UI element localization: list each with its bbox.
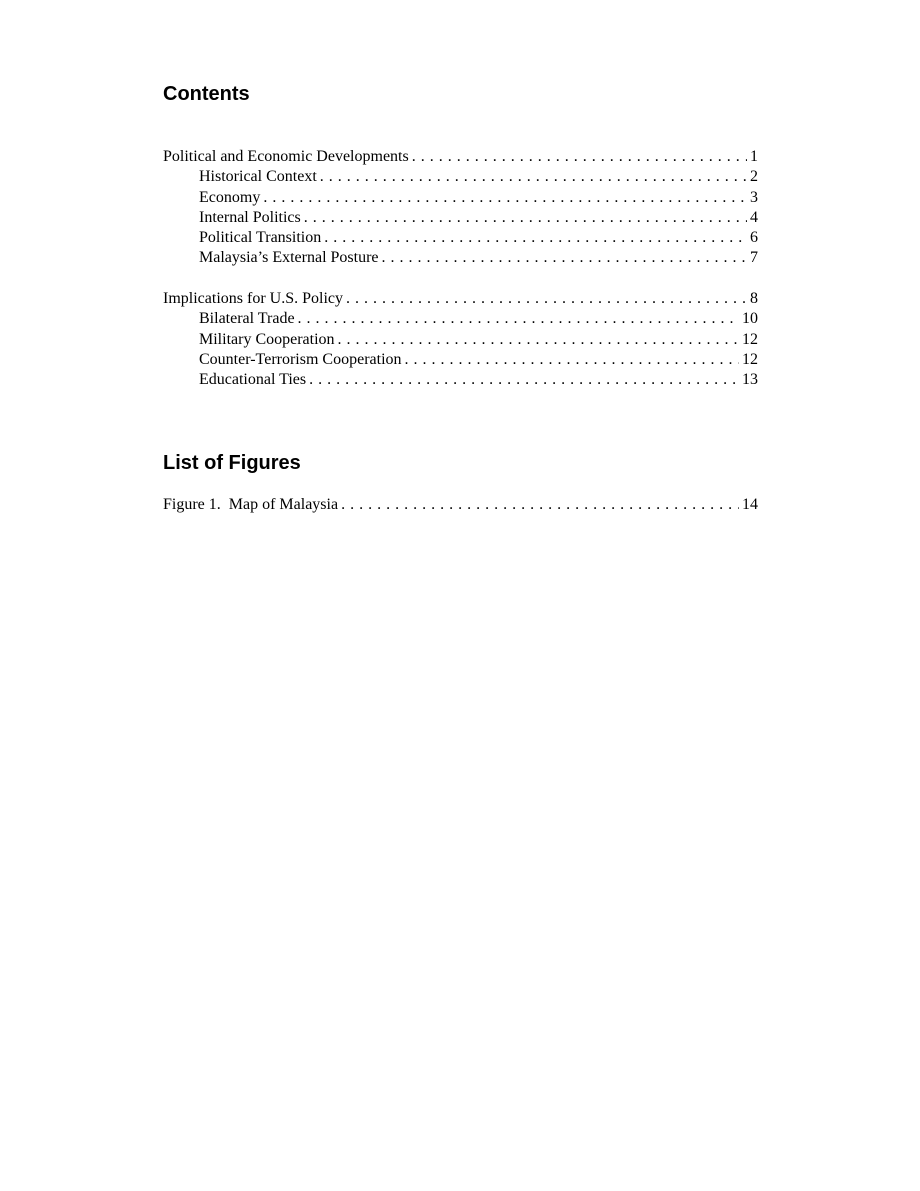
toc-entry-external-posture[interactable] <box>163 248 758 268</box>
toc-page-number: 4 <box>750 208 758 226</box>
toc-entry-educational-ties[interactable] <box>163 370 758 390</box>
toc-entry-military-cooperation[interactable] <box>163 330 758 350</box>
toc-entry-label: Educational Ties <box>199 371 307 389</box>
dot-leader <box>309 370 739 390</box>
dot-leader <box>298 309 739 329</box>
dot-leader <box>304 208 747 228</box>
toc-entry-implications-us-policy[interactable] <box>163 289 758 309</box>
dot-leader <box>405 350 739 370</box>
figure-entry-map-of-malaysia[interactable] <box>163 495 758 515</box>
toc-entry-label: Political and Economic Developments <box>163 148 409 165</box>
toc-page-number: 12 <box>742 350 758 368</box>
dot-leader <box>320 167 747 187</box>
contents-heading: Contents <box>163 83 250 105</box>
figure-page-number: 14 <box>742 496 758 513</box>
section-spacer <box>163 269 758 289</box>
dot-leader <box>324 228 747 248</box>
toc-page-number: 1 <box>750 148 758 165</box>
toc-entry-label: Malaysia’s External Posture <box>199 249 379 267</box>
toc-entry-label: Military Cooperation <box>199 330 335 348</box>
toc-entry-historical-context[interactable] <box>163 167 758 187</box>
toc-entry-counter-terrorism-cooperation[interactable] <box>163 350 758 370</box>
toc-page-number: 6 <box>750 229 758 247</box>
toc-entry-label: Bilateral Trade <box>199 310 295 328</box>
toc-entry-bilateral-trade[interactable] <box>163 309 758 329</box>
toc-entry-label: Historical Context <box>199 168 317 186</box>
toc-entry-label: Counter-Terrorism Cooperation <box>199 350 402 368</box>
toc-page-number: 10 <box>742 310 758 328</box>
toc-page-number: 8 <box>750 290 758 308</box>
toc-page-number: 12 <box>742 330 758 348</box>
toc-entry-label: Economy <box>199 188 261 206</box>
dot-leader <box>263 188 747 208</box>
toc-page-number: 13 <box>742 371 758 389</box>
toc-entry-internal-politics[interactable] <box>163 208 758 228</box>
toc-entry-label: Internal Politics <box>199 208 301 226</box>
toc-entry-political-economic-developments[interactable] <box>163 147 758 167</box>
dot-leader <box>341 495 739 515</box>
dot-leader <box>346 289 747 309</box>
toc-page-number: 2 <box>750 168 758 186</box>
contents-list <box>163 147 758 391</box>
figures-list <box>163 495 758 515</box>
dot-leader <box>412 147 747 167</box>
toc-entry-economy[interactable] <box>163 188 758 208</box>
list-of-figures-heading: List of Figures <box>163 452 301 474</box>
toc-page-number: 7 <box>750 249 758 267</box>
dot-leader <box>382 248 747 268</box>
toc-entry-label: Political Transition <box>199 229 322 247</box>
figure-entry-label: Figure 1. Map of Malaysia <box>163 496 339 513</box>
toc-page-number: 3 <box>750 188 758 206</box>
toc-entry-political-transition[interactable] <box>163 228 758 248</box>
toc-entry-label: Implications for U.S. Policy <box>163 290 343 308</box>
dot-leader <box>338 330 739 350</box>
